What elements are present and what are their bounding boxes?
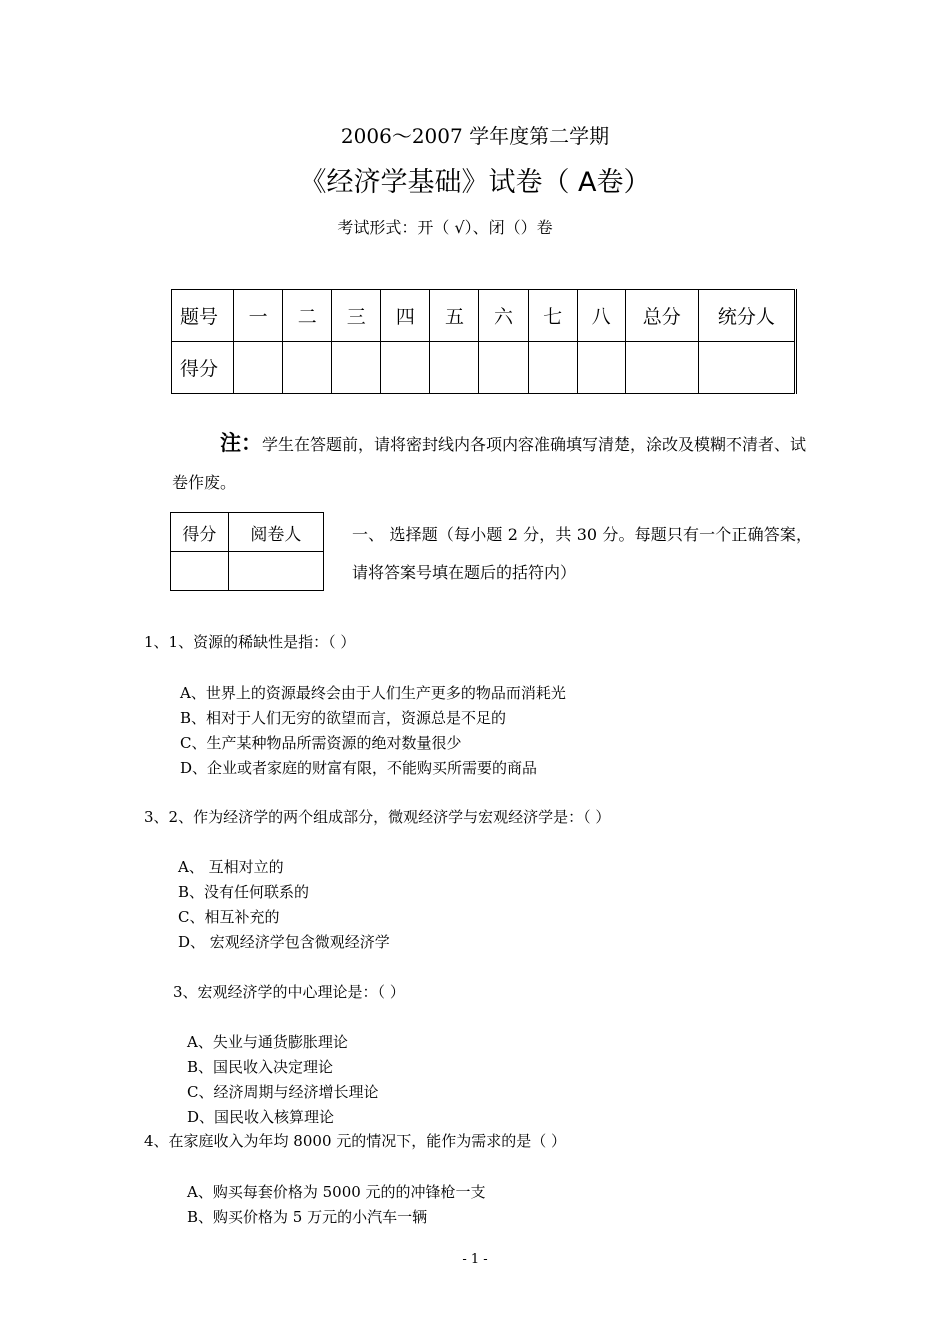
question-option: A、失业与通货膨胀理论 [187, 1033, 348, 1051]
score-table-cell: 题号 [172, 290, 234, 342]
score-input-cell[interactable] [430, 342, 479, 394]
question-option: A、购买每套价格为 5000 元的的冲锋枪一支 [187, 1183, 486, 1201]
question-option: C、生产某种物品所需资源的绝对数量很少 [180, 734, 462, 752]
page-number: - 1 - [462, 1252, 488, 1267]
score-input-cell[interactable] [625, 342, 698, 394]
question-option: B、没有任何联系的 [178, 883, 310, 901]
score-input-cell[interactable] [698, 342, 795, 394]
question-option: B、相对于人们无穷的欲望而言，资源总是不足的 [180, 709, 507, 727]
score-table-cell: 六 [479, 290, 528, 342]
score-table-cell: 一 [234, 290, 283, 342]
question-option: D、企业或者家庭的财富有限，不能购买所需要的商品 [180, 759, 538, 777]
exam-form: 考试形式：开（ √）、闭（）卷 [337, 218, 553, 237]
score-input-cell[interactable] [332, 342, 381, 394]
grader-score-label: 得分 [171, 513, 229, 552]
score-table-cell: 七 [528, 290, 577, 342]
score-table-cell: 统分人 [698, 290, 795, 342]
score-table-cell: 三 [332, 290, 381, 342]
score-table-cell: 四 [381, 290, 430, 342]
score-table [171, 289, 797, 394]
question-option: D、 宏观经济学包含微观经济学 [178, 933, 390, 951]
score-input-cell[interactable] [283, 342, 332, 394]
score-table-cell: 总分 [625, 290, 698, 342]
question-stem: 4、在家庭收入为年均 8000 元的情况下，能作为需求的是（ ） [144, 1132, 567, 1150]
score-input-cell[interactable] [234, 342, 283, 394]
score-input-cell[interactable] [528, 342, 577, 394]
score-row-label: 得分 [172, 342, 234, 394]
note-text: 学生在答题前，请将密封线内各项内容准确填写清楚，涂改及模糊不清者、试卷作废。 [172, 435, 807, 492]
grader-score-input[interactable] [171, 552, 229, 591]
semester-line: 2006～2007 学年度第二学期 [340, 124, 610, 148]
score-input-cell[interactable] [479, 342, 528, 394]
section-title: 一、 选择题（每小题 2 分，共 30 分。每题只有一个正确答案，请将答案号填在题后的括符内） [352, 525, 812, 582]
question-option: D、国民收入核算理论 [187, 1108, 335, 1126]
score-input-cell[interactable] [381, 342, 430, 394]
question-option: C、相互补充的 [178, 908, 280, 926]
exam-title: 《经济学基础》试卷（ A卷） [299, 167, 651, 198]
note-label: 注： [220, 431, 262, 455]
instructions-note [172, 424, 812, 502]
score-table-score-row [172, 342, 796, 394]
score-table-header-row [172, 290, 796, 342]
question-stem: 3、宏观经济学的中心理论是：（ ） [173, 983, 405, 1001]
score-input-cell[interactable] [577, 342, 625, 394]
question-stem: 1、1、资源的稀缺性是指：（ ） [144, 633, 356, 651]
question-option: C、经济周期与经济增长理论 [187, 1083, 379, 1101]
grader-name-label: 阅卷人 [228, 513, 323, 552]
score-table-cell: 八 [577, 290, 625, 342]
question-option: A、 互相对立的 [178, 858, 284, 876]
score-table-cell: 五 [430, 290, 479, 342]
grader-table [170, 512, 324, 591]
question-stem: 3、2、作为经济学的两个组成部分，微观经济学与宏观经济学是：（ ） [144, 808, 611, 826]
grader-name-input[interactable] [228, 552, 323, 591]
question-option: B、国民收入决定理论 [187, 1058, 334, 1076]
question-option: B、购买价格为 5 万元的小汽车一辆 [187, 1208, 428, 1226]
question-option: A、世界上的资源最终会由于人们生产更多的物品而消耗光 [180, 684, 566, 702]
score-table-cell: 二 [283, 290, 332, 342]
